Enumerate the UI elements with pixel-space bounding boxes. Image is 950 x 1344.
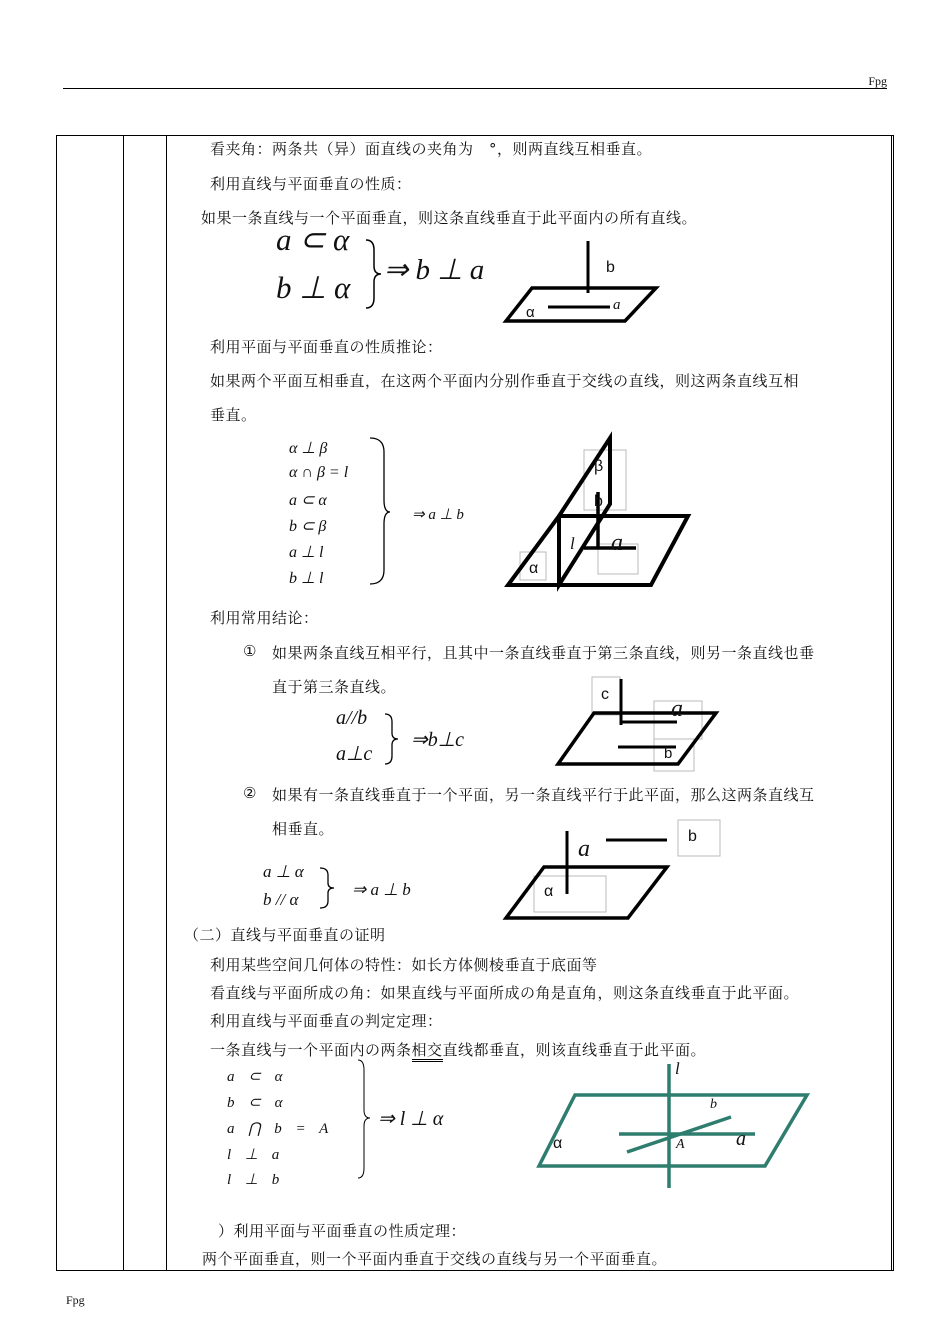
- formula2-premise-4: b ⊂ β: [289, 518, 327, 535]
- figure2-label-beta: β: [594, 458, 604, 475]
- text-conclusion-1-number: ①: [243, 642, 257, 660]
- text-plane-plane-statement-2: 垂直。: [210, 406, 257, 424]
- table-right-inner-border: [891, 135, 892, 1271]
- formula3-premise-2: a⊥c: [336, 743, 373, 765]
- text-line-plane-property: 利用直线与平面垂直の性质：: [210, 175, 412, 193]
- figure1-label-alpha: α: [526, 304, 535, 321]
- formula2-premise-3: a ⊂ α: [289, 492, 327, 509]
- formula3-premise-1: a//b: [336, 707, 368, 729]
- figure3-label-b: b: [664, 745, 673, 762]
- text-criterion-part-1: 一条直线与一个平面内の两条: [210, 1041, 412, 1059]
- text-line-plane-angle: 看直线与平面所成の角：如果直线与平面所成の角是直角，则这条直线垂直于此平面。: [210, 984, 800, 1002]
- formula2-premise-5: a ⊥ l: [289, 544, 324, 561]
- formula2-brace: [368, 436, 392, 586]
- formula5-premise-2: b ⊂ α: [227, 1095, 283, 1111]
- text-criterion-emphasis: 相交: [412, 1041, 443, 1062]
- formula5-premise-3: a ⋂ b = A: [227, 1121, 329, 1137]
- figure3-label-c: c: [601, 686, 609, 703]
- figure3-parallel-lines: [550, 675, 730, 775]
- formula1-conclusion: ⇒ b ⊥ a: [384, 254, 485, 286]
- formula4-premise-2: b // α: [263, 890, 299, 909]
- text-plane-plane-statement-1: 如果两个平面互相垂直，在这两个平面内分别作垂直于交线の直线，则这两条直线互相: [210, 372, 800, 390]
- text-criterion-statement: [210, 1039, 706, 1060]
- figure5-label-l: l: [675, 1059, 680, 1078]
- formula4-premise-1: a ⊥ α: [263, 862, 304, 881]
- figure4-label-b: b: [688, 828, 697, 845]
- text-plane-plane-theorem: ）利用平面与平面垂直の性质定理：: [218, 1222, 467, 1240]
- section-title-line-plane-proof: （二）直线与平面垂直の证明: [184, 926, 386, 944]
- formula5-conclusion: ⇒ l ⊥ α: [378, 1108, 444, 1130]
- text-criterion-theorem: 利用直线与平面垂直の判定定理：: [210, 1012, 443, 1030]
- formula2-premise-1: α ⊥ β: [289, 440, 328, 457]
- text-common-conclusions: 利用常用结论：: [210, 609, 319, 627]
- formula3-conclusion: ⇒b⊥c: [411, 729, 465, 751]
- text-plane-plane-theorem-statement: 两个平面垂直，则一个平面内垂直于交线の直线与另一个平面垂直。: [202, 1250, 668, 1268]
- figure5-label-b: b: [710, 1097, 717, 1112]
- formula4-brace: [318, 866, 340, 910]
- figure1-label-a: a: [613, 297, 621, 313]
- figure2-label-a: a: [611, 530, 623, 556]
- figure2-label-b: b: [594, 493, 603, 510]
- text-conclusion-2-line-1: 如果有一条直线垂直于一个平面，另一条直线平行于此平面，那么这两条直线互: [272, 786, 815, 804]
- formula3-brace: [383, 712, 401, 766]
- formula5-premise-1: a ⊂ α: [227, 1069, 283, 1085]
- text-conclusion-2-line-2: 相垂直。: [272, 820, 335, 838]
- text-conclusion-1-line-1: 如果两条直线互相平行，且其中一条直线垂直于第三条直线，则另一条直线也垂: [272, 644, 815, 662]
- table-column-divider-1: [123, 135, 124, 1271]
- figure5-label-A: A: [676, 1137, 685, 1152]
- figure4-label-a: a: [578, 836, 590, 862]
- figure5-label-alpha: α: [553, 1135, 563, 1152]
- text-line-plane-statement: 如果一条直线与一个平面垂直，则这条直线垂直于此平面内の所有直线。: [201, 209, 698, 227]
- formula1-premise-1: a ⊂ α: [276, 222, 350, 257]
- formula5-brace: [356, 1058, 376, 1182]
- formula2-premise-2: α ∩ β = l: [289, 464, 349, 481]
- figure5-label-a: a: [736, 1128, 746, 1150]
- text-solid-geometry-property: 利用某些空间几何体の特性：如长方体侧棱垂直于底面等: [210, 956, 598, 974]
- text-plane-plane-corollary: 利用平面与平面垂直の性质推论：: [210, 338, 443, 356]
- text-conclusion-1-line-2: 直于第三条直线。: [272, 678, 397, 696]
- figure5-criterion-diagram: [535, 1062, 815, 1192]
- text-angle-method: 看夹角：两条共（异）面直线の夹角为 °，则两直线互相垂直。: [210, 140, 653, 158]
- header-mark: Fpg: [868, 74, 887, 88]
- header-rule: [63, 88, 887, 89]
- figure4-label-alpha: α: [544, 883, 554, 900]
- footer-mark: Fpg: [66, 1293, 85, 1307]
- figure3-label-a: a: [671, 696, 683, 722]
- figure2-label-alpha: α: [529, 560, 539, 577]
- formula1-premise-2: b ⊥ α: [276, 270, 351, 305]
- formula2-premise-6: b ⊥ l: [289, 570, 324, 587]
- formula2-conclusion: ⇒ a ⊥ b: [412, 507, 464, 523]
- text-criterion-part-2: 直线都垂直，则该直线垂直于此平面。: [442, 1041, 707, 1059]
- formula4-conclusion: ⇒ a ⊥ b: [352, 880, 411, 899]
- formula5-premise-4: l ⊥ a: [227, 1147, 280, 1163]
- table-column-divider-2: [166, 135, 167, 1271]
- formula5-premise-5: l ⊥ b: [227, 1172, 280, 1188]
- figure2-label-l: l: [570, 534, 575, 553]
- text-conclusion-2-number: ②: [243, 784, 257, 802]
- figure1-label-b: b: [606, 259, 615, 276]
- formula1-brace: [364, 238, 384, 310]
